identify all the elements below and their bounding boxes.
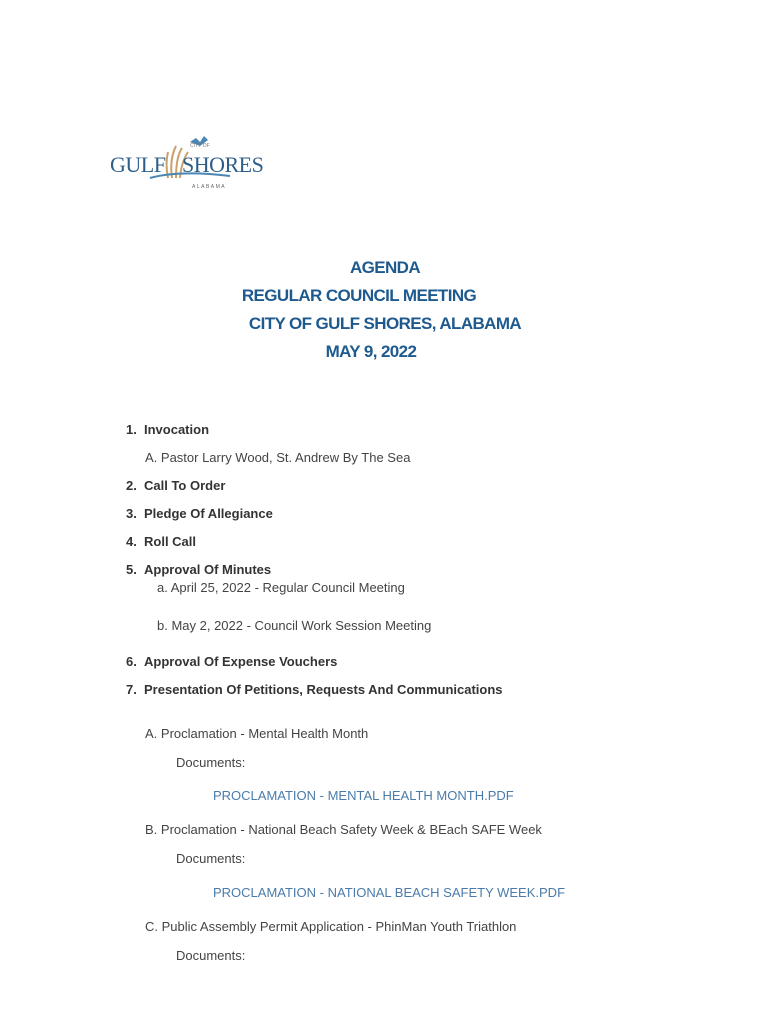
agenda-item-pledge	[126, 506, 273, 521]
documents-label: Documents:	[176, 851, 246, 866]
sub-item: A. Pastor Larry Wood, St. Andrew By The Sea	[145, 450, 411, 465]
document-link[interactable]: PROCLAMATION - NATIONAL BEACH SAFETY WEEK.PDF	[213, 885, 566, 900]
logo-word-shores: SHORES	[182, 152, 264, 177]
sub-item: a. April 25, 2022 - Regular Council Meeting	[157, 580, 405, 595]
item-title: Pledge Of Allegiance	[144, 506, 273, 521]
item-number: 6.	[126, 654, 137, 669]
item-title: Approval Of Minutes	[144, 562, 272, 577]
agenda-item-call-to-order	[126, 478, 225, 493]
documents-label: Documents:	[176, 948, 246, 963]
item-title: Call To Order	[144, 478, 226, 493]
logo-tagline: ALABAMA	[192, 184, 227, 190]
sub-item: C. Public Assembly Permit Application - PhinMan Youth Triathlon	[145, 919, 517, 934]
item-number: 4.	[126, 534, 137, 549]
agenda-item-expense-vouchers	[126, 654, 337, 669]
item-title: Invocation	[144, 422, 210, 437]
meeting-heading: REGULAR COUNCIL MEETING	[241, 286, 477, 305]
sub-item: A. Proclamation - Mental Health Month	[145, 726, 369, 741]
item-number: 5.	[126, 562, 137, 577]
agenda-item-roll-call	[126, 534, 196, 549]
item-number: 2.	[126, 478, 137, 493]
documents-label: Documents:	[176, 755, 246, 770]
sub-item: B. Proclamation - National Beach Safety Week & BEach SAFE Week	[145, 822, 542, 837]
agenda-item-minutes	[126, 562, 271, 577]
sub-item: b. May 2, 2022 - Council Work Session Meeting	[157, 618, 432, 633]
item-number: 1.	[126, 422, 137, 437]
logo-small-text: CITY OF	[190, 143, 210, 149]
item-number: 7.	[126, 682, 137, 697]
document-link[interactable]: PROCLAMATION - MENTAL HEALTH MONTH.PDF	[213, 788, 514, 803]
agenda-item-invocation	[126, 422, 209, 437]
date-heading: MAY 9, 2022	[325, 342, 417, 361]
agenda-item-presentations	[126, 682, 503, 697]
item-number: 3.	[126, 506, 137, 521]
city-logo	[110, 134, 264, 192]
item-title: Presentation Of Petitions, Requests And Communications	[144, 682, 503, 697]
item-title: Approval Of Expense Vouchers	[144, 654, 338, 669]
city-heading: CITY OF GULF SHORES, ALABAMA	[248, 314, 522, 333]
logo-word-gulf: GULF	[110, 152, 166, 177]
item-title: Roll Call	[144, 534, 197, 549]
agenda-heading: AGENDA	[349, 258, 421, 277]
